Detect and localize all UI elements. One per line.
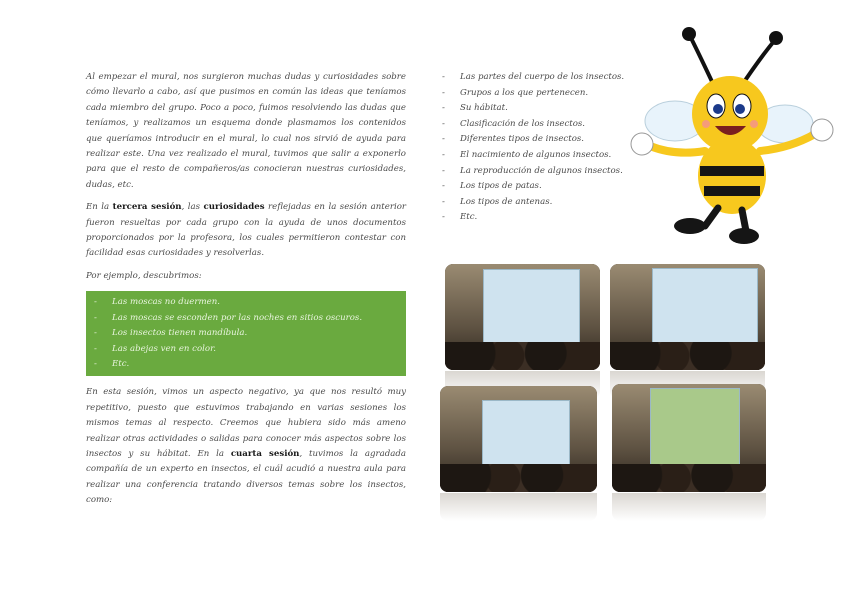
list-item: - Clasificación de los insectos. [442,117,642,133]
list-item: - Etc. [442,210,642,226]
left-column [86,70,406,516]
paragraph-intro: Al empezar el mural, nos surgieron muchas dudas y curiosidades sobre cómo llevarlo a cabo, así que pusimos en común las ideas que teníamos cada miembro del grupo. Poco a poco, fuimos resolviendo las dudas que teníamos, y realizamos un esquema donde plasmamos los contenidos que queríamos introducir en el mural, lo cual nos sirvió de ayuda para realizar este. Una vez realizado el mural, tuvimos que salir a exponerlo para que el resto de compañeros/as conocieran nuestras curiosidades, dudas, etc. [86,72,406,190]
paragraph-example: Por ejemplo, descubrimos: [86,270,202,281]
list-item: - Su hábitat. [442,101,642,117]
photo-reflection [612,493,766,521]
conference-topics-list [442,70,642,226]
text-run: En la [86,202,113,213]
bee-illustration [620,26,840,246]
classroom-photo-4 [612,384,766,492]
list-item: - Las abejas ven en color. [94,342,396,357]
list-item: - Las partes del cuerpo de los insectos. [442,70,642,86]
list-item: - Los tipos de patas. [442,179,642,195]
paragraph-third-session [86,200,406,262]
classroom-photo-3 [440,386,597,492]
bold-fourth-session: cuarta sesión [230,448,300,459]
bold-third-session: tercera sesión [112,202,182,213]
list-item: - Etc. [94,357,396,372]
list-item: - Las moscas no duermen. [94,295,396,310]
list-item: - Los insectos tienen mandíbula. [94,326,396,341]
text-run: En esta sesión, vimos un aspecto negativo, ya que nos resultó muy repetitivo, puesto que estuvimos trabajando en varias sesiones los mismos temas al respecto. Creemos que hubiera sido más ameno realizar otras actividades o salidas para conocer más aspectos sobre los insectos y su hábitat. En la [86,387,406,459]
classroom-photo-1 [445,264,600,370]
list-item: - Grupos a los que pertenecen. [442,86,642,102]
bold-curiosities: curiosidades [203,202,265,213]
list-item: - Las moscas se esconden por las noches en sitios oscuros. [94,311,396,326]
classroom-photo-2 [610,264,765,370]
list-item: - El nacimiento de algunos insectos. [442,148,642,164]
paragraph-fourth-session [86,385,406,508]
list-item: - La reproducción de algunos insectos. [442,164,642,180]
list-item: - Diferentes tipos de insectos. [442,132,642,148]
discoveries-box [86,291,406,376]
text-run: , las [181,202,204,213]
text-run: reflejadas en la sesión anterior fueron resueltas por cada grupo con la ayuda de unos documentos proporcionados por la profesora, los cuales permitieron contestar con facilidad esas curiosidades y resolverlas. [86,202,406,259]
text-run: , tuvimos la agradada compañía de un experto en insectos, el cuál acudió a nuestra aula para realizar una conferencia tratando diversos temas sobre los insectos, como: [86,448,406,506]
photo-reflection [440,493,597,521]
list-item: - Los tipos de antenas. [442,195,642,211]
